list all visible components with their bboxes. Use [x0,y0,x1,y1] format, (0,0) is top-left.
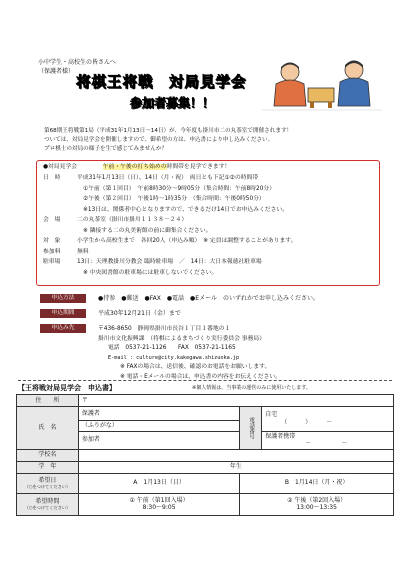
school-input[interactable] [78,449,393,461]
address-line: E-mail : culture@city.kakegawa.shizuoka.jp [108,354,240,361]
participant-input[interactable] [78,431,239,449]
wish-time-label: 希望時間 （○をつけてください） [17,493,79,515]
detail-row [43,173,373,184]
detail-row-label [43,226,77,237]
page-title: 将棋王将戦 対局見学会 [76,75,247,91]
grade-input[interactable] [78,461,393,473]
detail-row-label [43,194,77,205]
form-title: 【王将戦対局見学会 申込書】 [18,384,116,392]
audience-line2: （保護者様） [38,68,75,75]
apply-deadline-value: 平成30年12月21日（金）まで [98,310,181,317]
address-input[interactable] [78,395,393,407]
detail-row-label: 参加料 [43,248,61,255]
school-label: 学校名 [17,449,79,461]
address-line: 掛川市文化振興課 （将棋によるまちづくり実行委員会 事務局） [98,335,265,342]
detail-row-label: 日 時 [43,175,61,182]
shogi-players-illustration [262,58,382,116]
detail-row [43,247,373,258]
wish-date-label: 希望日 （○をつけてください） [17,473,79,493]
mobile-label: 保護者携帯 [265,432,296,440]
detail-row-value: 平成31年1月13日（日）、14日（月・祝） 両日とも下記①②の時間帯 [77,175,259,182]
detail-row-value: 二の丸茶室（掛川市掛川１１３８－２４） [77,217,188,224]
time-option-2[interactable]: ② 午後（第2回入場） 13:00～13:35 [240,493,394,515]
detail-row [43,205,373,216]
cut-line [18,380,392,381]
detail-row-label [43,184,77,195]
details-rows [43,173,373,278]
guardian-label: 保護者 [81,409,100,417]
detail-row [43,268,373,279]
details-heading: ●対局見学会 午前・午後の打ち始めの時間帯を見学できます！ [43,164,231,170]
participant-label: 参加者 [81,436,100,444]
address-line: 〒436-8650 静岡県掛川市長谷１丁目１番地の１ [98,326,231,332]
furigana-label: （ふりがな） [81,422,118,429]
intro-line2: ついては、対局見学会を開催しますので、御希望の方は、申込書により申し込みください。 [44,137,274,143]
detail-row-label: 駐車場 [43,259,61,266]
date-option-a[interactable]: A 1月13日（日） [78,473,239,493]
audience-line1: 小中学生・高校生の皆さんへ [38,59,116,66]
detail-row-label: 会 場 [43,217,61,224]
apply-deadline-tag: 申込期間 [40,309,86,318]
address-line: 電話 0537-21-1126 FAX 0537-21-1165 [108,345,236,352]
date-option-b[interactable]: B 1月14日（月・祝） [240,473,394,493]
intro-line1: 第68期王将戦第1局（平成31年1月13日～14日）が、今年度も掛川市二の丸茶室で開催されます！ [44,128,293,134]
guardian-input[interactable] [78,407,239,421]
detail-row [43,184,373,195]
detail-row-value: ※ 中央図書館の駐車場には駐車しないでください。 [83,269,218,276]
mobile-phone-format: － － [305,440,348,447]
home-label: 自宅 [265,411,278,419]
details-box [36,160,380,286]
detail-row-label: 対 象 [43,238,61,245]
detail-row [43,226,373,237]
detail-row-value: ②午後（第２回目） 午後1時～1時35分 （集合時間：午後0時50分） [83,196,265,203]
address-line: ※ FAXの場合は、送信後、確認のお電話をお願いします。 [120,364,271,371]
detail-row [43,215,373,226]
detail-row-label [43,205,77,216]
phone-label: 電話番号 [240,407,262,450]
application-form [16,394,394,516]
form-note: ※個人情報は、当事業の運営のみに使用いたします。 [192,385,311,391]
intro-line3: プロ棋士の対局の様子を生で感じてみませんか？ [44,146,168,152]
time-option-1[interactable]: ① 午前（第1回入場） 8:30～9:05 [78,493,239,515]
detail-row-value: ①午前（第１回目） 午前8時30分～9時05分（集合時間：午前8時20分） [83,185,276,192]
address-line: ※ 電話・Eメールの場合は、申込書の内容をお伝えください。 [120,373,281,380]
home-phone-input[interactable] [262,407,394,432]
postal-mark: 〒 [81,396,88,404]
apply-method-value: ●持参 ●郵送 ●FAX ●電話 ●Eメール のいずれかでお申し込みください。 [98,295,319,302]
detail-row-value: 小学生から高校生まで 各回20人（申込み順） ※ 定員は調整することがあります。 [77,238,297,245]
page-subtitle: 参加者募集！！ [130,96,215,110]
intro [44,127,396,154]
detail-row-value: ※ 隣接する二の丸美術館の前に御集合ください。 [83,227,212,234]
furigana-input[interactable] [78,421,239,432]
detail-row [43,236,373,247]
detail-row-value: 無料 [77,248,89,255]
address-label: 住 所 [17,395,79,407]
apply-method-tag: 申込方法 [40,294,86,303]
grade-label: 学 年 [17,461,79,473]
detail-row-value: ※13日は、関係者中心となりますので、できるだけ14日でお申込みください。 [83,206,288,213]
apply-address-tag: 申込み先 [40,324,86,333]
mobile-phone-input[interactable] [262,431,394,449]
home-phone-format: （ ） － [281,418,333,426]
detail-row-label [43,268,77,279]
detail-row [43,257,373,268]
apply-address [98,325,281,383]
detail-row [43,194,373,205]
detail-row-value: 13日：天理教掛川分教会 臨時駐車場 ／ 14日：大日本報徳社駐車場 [77,259,262,266]
name-label: 氏 名 [17,407,79,450]
grade-suffix: 年生 [229,463,242,471]
